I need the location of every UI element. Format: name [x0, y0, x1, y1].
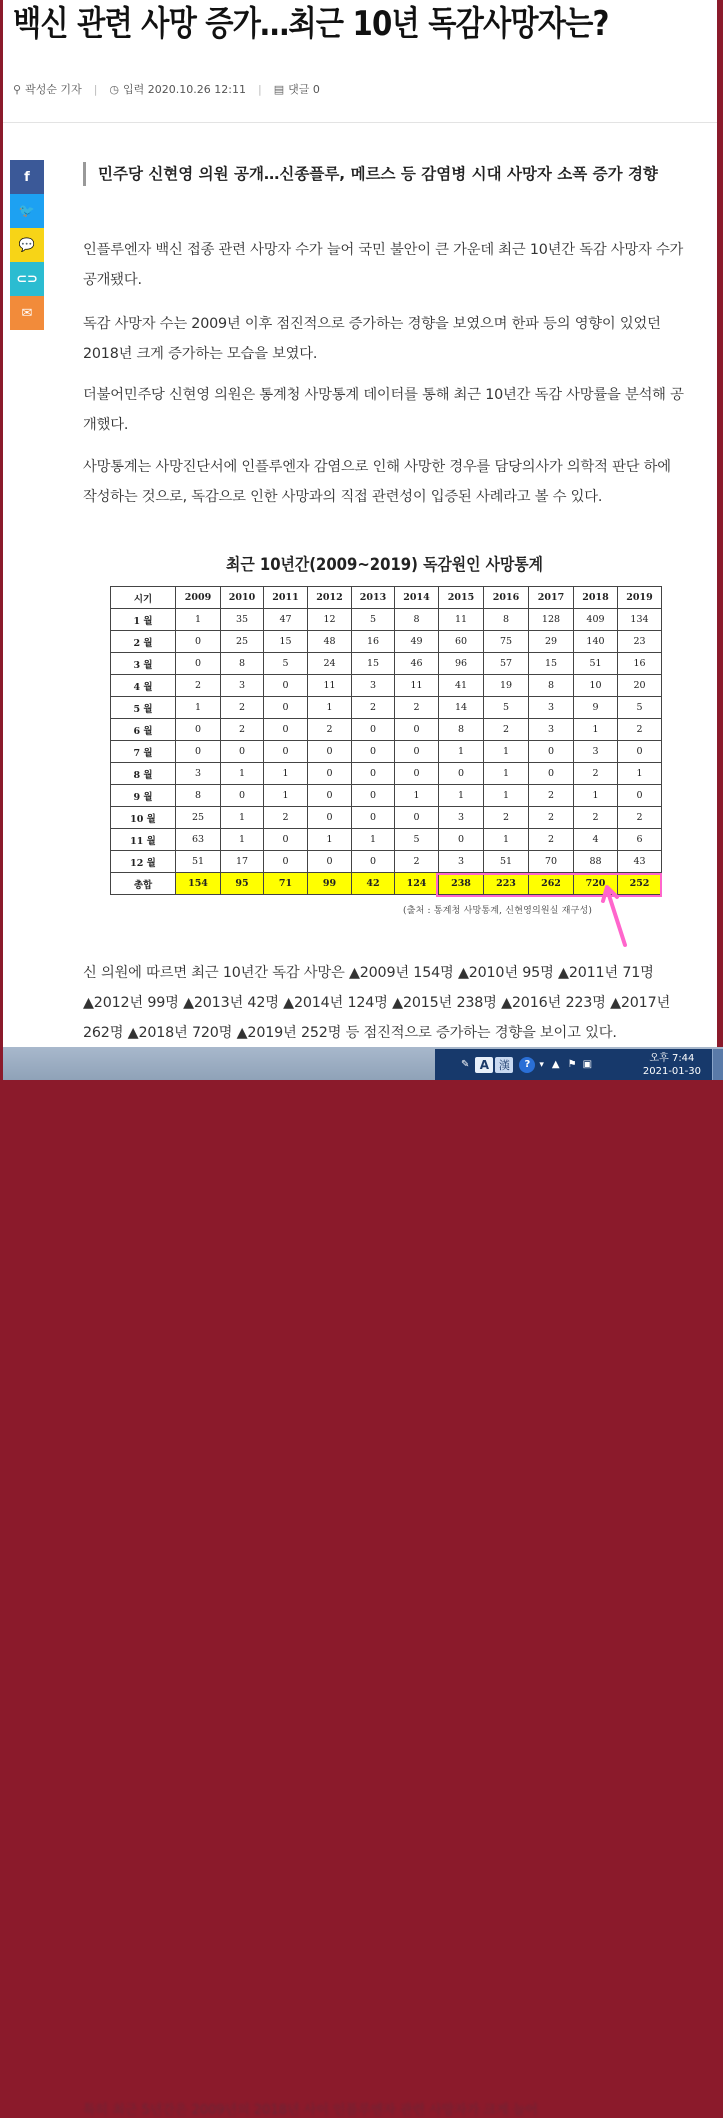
death-count-cell: 11	[308, 675, 352, 697]
twitter-icon: 🐦	[18, 203, 36, 219]
death-count-cell: 5	[352, 609, 395, 631]
death-count-cell: 2	[484, 807, 529, 829]
death-count-cell: 14	[439, 697, 484, 719]
death-count-cell: 0	[352, 741, 395, 763]
death-count-cell: 1	[264, 763, 308, 785]
death-count-cell: 0	[395, 807, 439, 829]
email-icon: ✉	[21, 305, 33, 321]
death-count-cell: 5	[395, 829, 439, 851]
death-count-cell: 0	[308, 807, 352, 829]
table-header-row	[111, 587, 662, 609]
death-count-cell: 3	[176, 763, 221, 785]
death-count-cell: 2	[574, 763, 618, 785]
death-count-cell: 2	[618, 807, 662, 829]
death-count-cell: 51	[484, 851, 529, 873]
death-count-cell: 2	[529, 785, 574, 807]
table-row	[111, 741, 662, 763]
death-count-cell: 0	[176, 631, 221, 653]
month-label: 10 월	[111, 807, 176, 829]
death-count-cell: 0	[352, 851, 395, 873]
death-count-cell: 10	[574, 675, 618, 697]
ime-options-icon[interactable]: ▾	[539, 1059, 544, 1070]
death-count-cell: 134	[618, 609, 662, 631]
death-count-cell: 0	[352, 719, 395, 741]
total-count-cell: 720	[574, 873, 618, 895]
death-count-cell: 0	[221, 785, 264, 807]
total-label: 총합	[111, 873, 176, 895]
month-label: 7 월	[111, 741, 176, 763]
facebook-share-button[interactable]	[10, 160, 44, 194]
death-count-cell: 20	[618, 675, 662, 697]
taskbar-clock[interactable]	[643, 1052, 701, 1078]
email-share-button[interactable]	[10, 296, 44, 330]
link-icon: ⊂⊃	[16, 271, 38, 287]
article-paragraph: 신 의원에 따르면 최근 10년간 독감 사망은 ▲2009년 154명 ▲2010년 95명 ▲2011년 71명 ▲2012년 99명 ▲2013년 42명 ▲2014년 124명 ▲2015년 238명 ▲2016년 223명 ▲2017년 262명 ▲2018년 720명 ▲2019년 252명 등 점진적으로 증가하는 경향을 보이고 있다.	[83, 965, 671, 1041]
annotation-arrow	[599, 883, 633, 947]
article-headline: 백신 관련 사망 증가…최근 10년 독감사망자는?	[13, 4, 609, 44]
death-count-cell: 8	[221, 653, 264, 675]
total-count-cell: 238	[439, 873, 484, 895]
death-count-cell: 2	[529, 829, 574, 851]
month-label: 2 월	[111, 631, 176, 653]
death-count-cell: 0	[176, 741, 221, 763]
table-row	[111, 697, 662, 719]
year-column-header: 2013	[352, 587, 395, 609]
month-label: 11 월	[111, 829, 176, 851]
death-count-cell: 46	[395, 653, 439, 675]
death-count-cell: 3	[574, 741, 618, 763]
total-count-cell: 71	[264, 873, 308, 895]
death-count-cell: 15	[352, 653, 395, 675]
death-count-cell: 2	[221, 697, 264, 719]
death-count-cell: 70	[529, 851, 574, 873]
death-count-cell: 0	[308, 741, 352, 763]
death-count-cell: 3	[439, 807, 484, 829]
death-count-cell: 0	[264, 675, 308, 697]
link-share-button[interactable]	[10, 262, 44, 296]
total-count-cell: 223	[484, 873, 529, 895]
month-label: 9 월	[111, 785, 176, 807]
death-count-cell: 9	[574, 697, 618, 719]
share-bar	[10, 160, 44, 330]
table-row	[111, 785, 662, 807]
death-count-cell: 3	[529, 697, 574, 719]
total-count-cell: 42	[352, 873, 395, 895]
death-count-cell: 1	[439, 741, 484, 763]
death-count-cell: 2	[395, 697, 439, 719]
death-count-cell: 0	[176, 719, 221, 741]
month-label: 5 월	[111, 697, 176, 719]
death-count-cell: 0	[439, 829, 484, 851]
year-column-header: 2015	[439, 587, 484, 609]
death-count-cell: 0	[529, 741, 574, 763]
month-label: 1 월	[111, 609, 176, 631]
death-count-cell: 0	[264, 697, 308, 719]
death-count-cell: 3	[439, 851, 484, 873]
death-count-cell: 63	[176, 829, 221, 851]
death-count-cell: 5	[484, 697, 529, 719]
year-column-header: 2010	[221, 587, 264, 609]
clock-time: 오후 7:44	[649, 1053, 695, 1064]
death-count-cell: 24	[308, 653, 352, 675]
table-source: (출처 : 통계청 사망통계, 신현영의원실 재구성)	[403, 906, 593, 916]
death-count-cell: 0	[264, 741, 308, 763]
death-count-cell: 47	[264, 609, 308, 631]
article-subheading: 민주당 신현영 의원 공개…신종플루, 메르스 등 감염병 시대 사망자 소폭 증가 경향	[83, 162, 698, 186]
death-count-cell: 0	[176, 653, 221, 675]
help-icon[interactable]: ?	[519, 1057, 535, 1073]
death-count-cell: 1	[574, 785, 618, 807]
death-count-cell: 0	[308, 785, 352, 807]
death-count-cell: 1	[221, 829, 264, 851]
year-column-header: 2018	[574, 587, 618, 609]
death-count-cell: 51	[176, 851, 221, 873]
death-count-cell: 1	[221, 763, 264, 785]
flu-death-table	[110, 586, 662, 895]
death-count-cell: 4	[574, 829, 618, 851]
facebook-icon: f	[24, 169, 30, 185]
death-count-cell: 2	[574, 807, 618, 829]
death-count-cell: 1	[395, 785, 439, 807]
death-count-cell: 17	[221, 851, 264, 873]
death-count-cell: 409	[574, 609, 618, 631]
death-count-cell: 75	[484, 631, 529, 653]
death-count-cell: 2	[395, 851, 439, 873]
death-count-cell: 1	[484, 785, 529, 807]
month-label: 6 월	[111, 719, 176, 741]
death-count-cell: 1	[484, 829, 529, 851]
death-count-cell: 0	[264, 829, 308, 851]
death-count-cell: 51	[574, 653, 618, 675]
death-count-cell: 8	[395, 609, 439, 631]
total-count-cell: 99	[308, 873, 352, 895]
death-count-cell: 2	[308, 719, 352, 741]
death-count-cell: 16	[618, 653, 662, 675]
death-count-cell: 57	[484, 653, 529, 675]
death-count-cell: 5	[264, 653, 308, 675]
death-count-cell: 12	[308, 609, 352, 631]
death-count-cell: 0	[264, 851, 308, 873]
month-label: 12 월	[111, 851, 176, 873]
death-count-cell: 49	[395, 631, 439, 653]
network-icon[interactable]: ▣	[582, 1059, 593, 1070]
death-count-cell: 0	[308, 763, 352, 785]
death-count-cell: 88	[574, 851, 618, 873]
comment-count: 댓글 0	[288, 83, 320, 96]
kakaotalk-icon: 💬	[18, 237, 36, 253]
stats-figure	[83, 550, 686, 891]
death-count-cell: 5	[618, 697, 662, 719]
show-hidden-icons[interactable]: ▲	[551, 1059, 560, 1070]
table-row	[111, 851, 662, 873]
death-count-cell: 1	[176, 609, 221, 631]
year-column-header: 2017	[529, 587, 574, 609]
comment-icon: ▤	[273, 82, 285, 96]
table-row	[111, 829, 662, 851]
death-count-cell: 1	[618, 763, 662, 785]
death-count-cell: 0	[352, 807, 395, 829]
death-count-cell: 1	[484, 741, 529, 763]
death-count-cell: 8	[529, 675, 574, 697]
death-count-cell: 1	[574, 719, 618, 741]
death-count-cell: 2	[176, 675, 221, 697]
death-count-cell: 96	[439, 653, 484, 675]
death-count-cell: 23	[618, 631, 662, 653]
comment-count-link[interactable]	[274, 81, 320, 97]
death-count-cell: 1	[308, 697, 352, 719]
death-count-cell: 8	[439, 719, 484, 741]
article-meta	[13, 80, 320, 98]
death-count-cell: 0	[395, 719, 439, 741]
year-column-header: 2009	[176, 587, 221, 609]
death-count-cell: 0	[618, 785, 662, 807]
period-column-header: 시기	[111, 587, 176, 609]
table-row	[111, 631, 662, 653]
death-count-cell: 0	[529, 763, 574, 785]
table-row	[111, 653, 662, 675]
action-center-icon[interactable]: ⚑	[567, 1059, 577, 1070]
year-column-header: 2012	[308, 587, 352, 609]
person-icon: ⚲	[13, 82, 22, 96]
system-tray	[435, 1049, 723, 1080]
death-count-cell: 0	[221, 741, 264, 763]
death-count-cell: 0	[618, 741, 662, 763]
browser-viewport	[3, 0, 717, 2118]
death-count-cell: 0	[395, 763, 439, 785]
month-label: 8 월	[111, 763, 176, 785]
header-divider	[3, 122, 717, 123]
death-count-cell: 2	[484, 719, 529, 741]
total-count-cell: 124	[395, 873, 439, 895]
death-count-cell: 19	[484, 675, 529, 697]
death-count-cell: 1	[484, 763, 529, 785]
death-count-cell: 0	[264, 719, 308, 741]
death-count-cell: 1	[352, 829, 395, 851]
author-name: 곽성순 기자	[25, 83, 82, 96]
show-desktop-button[interactable]	[712, 1049, 723, 1080]
kakaotalk-share-button[interactable]	[10, 228, 44, 262]
death-count-cell: 3	[529, 719, 574, 741]
ime-mode-button[interactable]: A	[475, 1057, 493, 1073]
death-count-cell: 29	[529, 631, 574, 653]
table-row	[111, 763, 662, 785]
article-paragraph: 인플루엔자 백신 접종 관련 사망자 수가 늘어 국민 불안이 큰 가운데 최근 10년간 독감 사망자 수가 공개됐다.	[83, 242, 684, 288]
death-count-cell: 11	[395, 675, 439, 697]
death-count-cell: 15	[529, 653, 574, 675]
clock-date: 2021-01-30	[642, 1066, 701, 1077]
death-count-cell: 2	[221, 719, 264, 741]
death-count-cell: 2	[529, 807, 574, 829]
death-count-cell: 15	[264, 631, 308, 653]
death-count-cell: 43	[618, 851, 662, 873]
death-count-cell: 0	[352, 785, 395, 807]
ime-pen-icon[interactable]: ✎	[461, 1059, 470, 1070]
death-count-cell: 3	[221, 675, 264, 697]
article-paragraph: 사망통계는 사망진단서에 인플루엔자 감염으로 인해 사망한 경우를 담당의사가 의학적 판단 하에 작성하는 것으로, 독감으로 인한 사망과의 직접 관련성이 입증된 사례라고 볼 수 있다.	[83, 459, 671, 505]
table-row	[111, 675, 662, 697]
total-count-cell: 95	[221, 873, 264, 895]
total-count-cell: 154	[176, 873, 221, 895]
death-count-cell: 0	[395, 741, 439, 763]
article-paragraph: 독감 사망자 수는 2009년 이후 점진적으로 증가하는 경향을 보였으며 한파 등의 영향이 있었던 2018년 크게 증가하는 모습을 보였다.	[83, 316, 661, 362]
table-title: 최근 10년간(2009~2019) 독감원인 사망통계	[226, 555, 543, 574]
year-column-header: 2019	[618, 587, 662, 609]
death-count-cell: 35	[221, 609, 264, 631]
month-label: 3 월	[111, 653, 176, 675]
death-count-cell: 8	[484, 609, 529, 631]
death-count-cell: 6	[618, 829, 662, 851]
blurred-article-line: 특히 최근 5년간은 2009년의 2018년 사이 인플루엔자 관련 사망자가 크게 늘어	[83, 2103, 538, 2118]
death-count-cell: 16	[352, 631, 395, 653]
total-count-cell: 262	[529, 873, 574, 895]
death-count-cell: 0	[439, 763, 484, 785]
death-count-cell: 25	[176, 807, 221, 829]
death-count-cell: 1	[176, 697, 221, 719]
meta-separator: |	[93, 82, 98, 96]
year-column-header: 2014	[395, 587, 439, 609]
death-count-cell: 25	[221, 631, 264, 653]
death-count-cell: 1	[308, 829, 352, 851]
ime-hanja-button[interactable]: 漢	[495, 1057, 513, 1073]
author-info	[13, 81, 82, 97]
year-column-header: 2011	[264, 587, 308, 609]
table-row	[111, 609, 662, 631]
year-column-header: 2016	[484, 587, 529, 609]
death-count-cell: 48	[308, 631, 352, 653]
date-info	[109, 81, 246, 97]
death-count-cell: 3	[352, 675, 395, 697]
article-paragraph: 더불어민주당 신현영 의원은 통계청 사망통계 데이터를 통해 최근 10년간 독감 사망률을 분석해 공개했다.	[83, 387, 684, 433]
publish-date: 입력 2020.10.26 12:11	[123, 83, 246, 96]
death-count-cell: 41	[439, 675, 484, 697]
death-count-cell: 128	[529, 609, 574, 631]
death-count-cell: 2	[264, 807, 308, 829]
death-count-cell: 140	[574, 631, 618, 653]
table-row	[111, 807, 662, 829]
death-count-cell: 2	[618, 719, 662, 741]
death-count-cell: 0	[308, 851, 352, 873]
month-label: 4 월	[111, 675, 176, 697]
clock-icon: ◷	[109, 82, 120, 96]
death-count-cell: 1	[439, 785, 484, 807]
death-count-cell: 1	[221, 807, 264, 829]
death-count-cell: 11	[439, 609, 484, 631]
death-count-cell: 1	[264, 785, 308, 807]
death-count-cell: 60	[439, 631, 484, 653]
meta-separator: |	[257, 82, 262, 96]
death-count-cell: 8	[176, 785, 221, 807]
death-count-cell: 0	[352, 763, 395, 785]
death-count-cell: 2	[352, 697, 395, 719]
total-count-cell: 252	[618, 873, 662, 895]
twitter-share-button[interactable]	[10, 194, 44, 228]
table-row	[111, 719, 662, 741]
